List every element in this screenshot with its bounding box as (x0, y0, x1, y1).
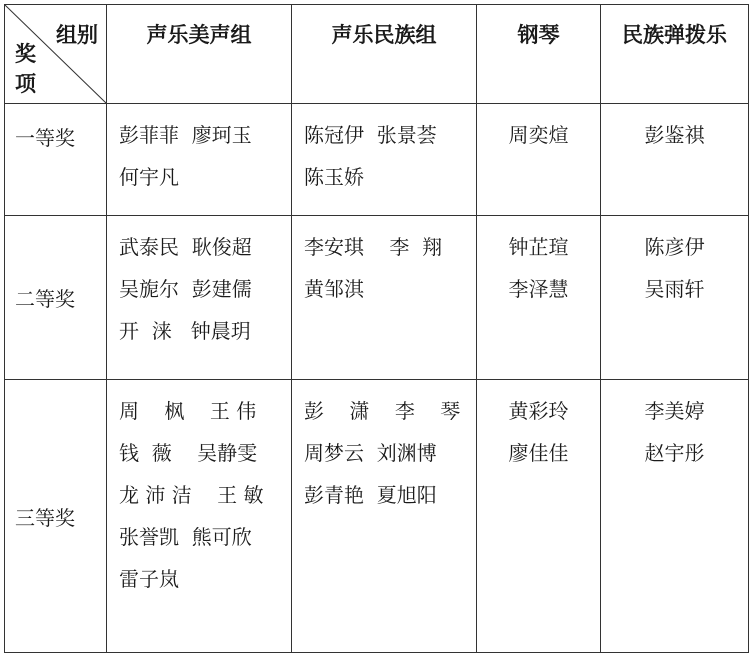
names-cell (292, 216, 477, 380)
table-row (5, 216, 749, 380)
column-header-vocal-folk: 声乐民族组 (292, 5, 477, 104)
names-cell (601, 104, 749, 216)
name-line: 张誉凯 熊可欣 (119, 525, 252, 549)
name-line: 雷子岚 (119, 567, 179, 591)
table-row (5, 380, 749, 653)
name-line: 武泰民 耿俊超 (119, 235, 252, 259)
name-line: 彭 潇 李 琴 (304, 399, 461, 423)
column-header-piano: 钢琴 (477, 5, 601, 104)
column-header-vocal-bel-canto: 声乐美声组 (107, 5, 292, 104)
name-line: 彭鉴祺 (644, 123, 705, 147)
name-line: 周梦云 刘渊博 (304, 441, 437, 465)
name-line: 钱 薇 吴静雯 (119, 441, 258, 465)
names-cell (107, 216, 292, 380)
name-line: 廖佳佳 (508, 441, 569, 465)
award-results-table (4, 4, 749, 653)
names-cell (292, 380, 477, 653)
name-line: 彭菲菲 廖珂玉 (119, 123, 252, 147)
names-cell (477, 104, 601, 216)
name-line: 陈冠伊 张景荟 (304, 123, 437, 147)
name-line: 李美婷 (644, 399, 705, 423)
name-line: 赵宇彤 (644, 441, 705, 465)
award-label-third: 三等奖 (5, 380, 107, 653)
name-line: 开 涞 钟晨玥 (119, 319, 251, 343)
name-line: 周奕煊 (508, 123, 569, 147)
name-line: 黄彩玲 (508, 399, 569, 423)
table-row (5, 104, 749, 216)
name-line: 龙 沛 洁 王 敏 (119, 483, 264, 507)
names-cell (107, 104, 292, 216)
award-label-second: 二等奖 (5, 216, 107, 380)
name-line: 陈彦伊 (644, 235, 705, 259)
name-line: 李泽慧 (508, 277, 569, 301)
names-cell (107, 380, 292, 653)
corner-header-cell (5, 5, 107, 104)
name-line: 何宇凡 (119, 165, 179, 189)
name-line: 吴旎尔 彭建儒 (119, 277, 252, 301)
award-label-first: 一等奖 (5, 104, 107, 216)
name-line: 吴雨轩 (644, 277, 705, 301)
name-line: 陈玉娇 (304, 165, 364, 189)
names-cell (292, 104, 477, 216)
name-line: 黄邹淇 (304, 277, 364, 301)
header-row (5, 5, 749, 104)
names-cell (601, 216, 749, 380)
names-cell (477, 216, 601, 380)
name-line: 彭青艳 夏旭阳 (304, 483, 437, 507)
name-line: 钟芷瑄 (508, 235, 569, 259)
name-line: 李安琪 李 翔 (304, 235, 443, 259)
names-cell (601, 380, 749, 653)
names-cell (477, 380, 601, 653)
row-axis-label: 奖项 (15, 42, 36, 96)
column-axis-label: 组别 (56, 23, 98, 47)
column-header-plucked-strings: 民族弹拨乐 (601, 5, 749, 104)
name-line: 周 枫 王 伟 (119, 399, 257, 423)
